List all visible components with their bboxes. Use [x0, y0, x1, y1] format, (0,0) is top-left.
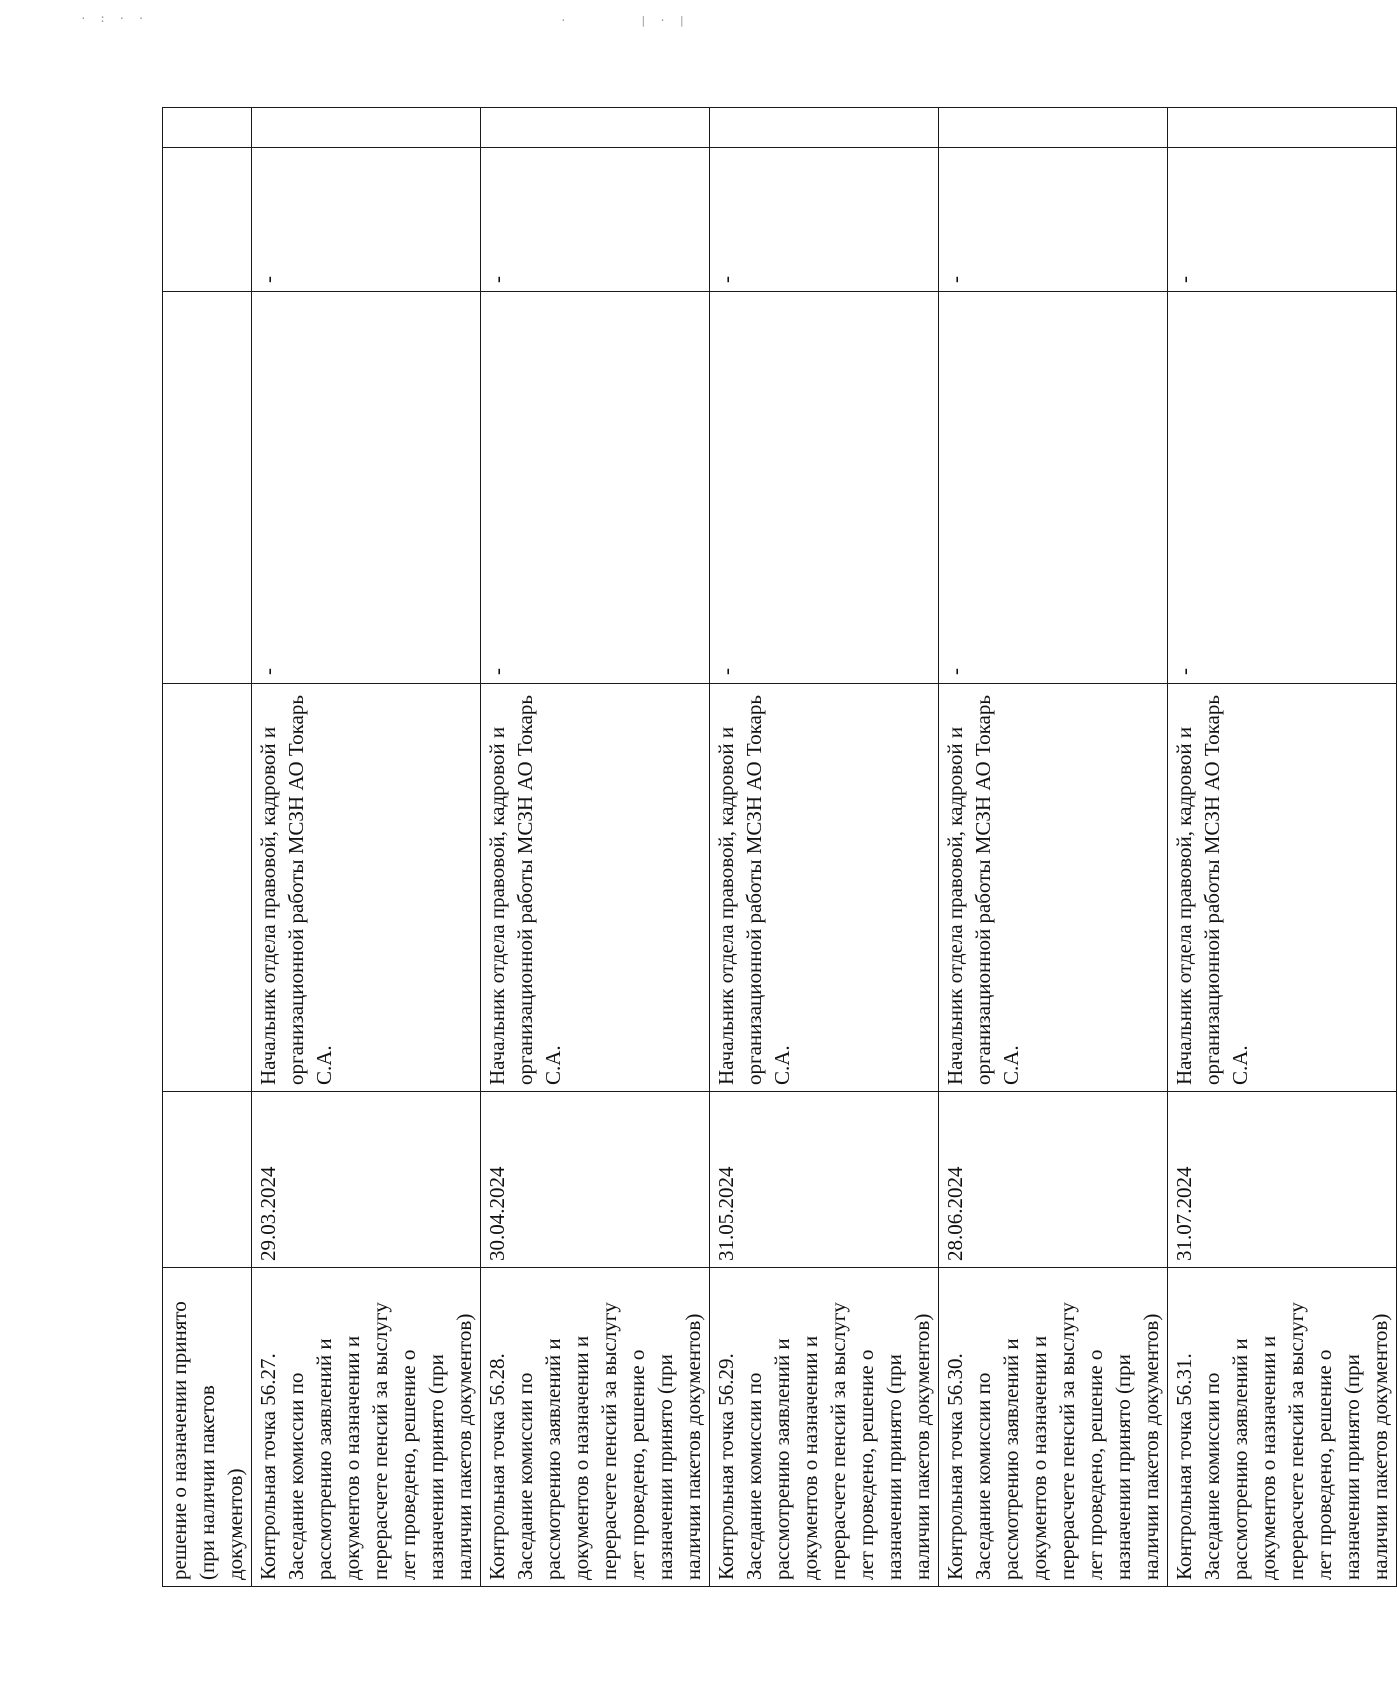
table-row [252, 108, 481, 1587]
cell-task: Контрольная точка 56.31. Заседание комиссии по рассмотрению заявлений и документов о назначении и перерасчете пенсий за выслугу лет проведено, решение о назначении принято (при наличии пакетов документов) [1168, 1268, 1397, 1587]
cell-date: 31.05.2024 [710, 1092, 939, 1268]
rotated-page [162, 108, 1392, 1587]
cell-responsible: Начальник отдела правовой, кадровой и организационной работы МСЗН АО Токарь С.А. [481, 684, 710, 1092]
cell-responsible: Начальник отдела правовой, кадровой и организационной работы МСЗН АО Токарь С.А. [252, 684, 481, 1092]
dash-value: - [256, 668, 280, 675]
dash-value: - [714, 668, 738, 675]
cell-col6 [252, 108, 481, 148]
cell-col4 [939, 292, 1168, 684]
cell-col4 [710, 292, 939, 684]
cell-date: 28.06.2024 [939, 1092, 1168, 1268]
cell-col4 [252, 292, 481, 684]
cell-col5 [481, 148, 710, 292]
cell-col6 [939, 108, 1168, 148]
cell-col5 [1168, 148, 1397, 292]
control-points-table [162, 107, 1397, 1587]
cell-date: 29.03.2024 [252, 1092, 481, 1268]
cell-task: Контрольная точка 56.27. Заседание комиссии по рассмотрению заявлений и документов о назначении и перерасчете пенсий за выслугу лет проведено, решение о назначении принято (при наличии пакетов документов) [252, 1268, 481, 1587]
table-row [481, 108, 710, 1587]
cell-responsible [163, 684, 252, 1092]
scan-artifact: · : · · [80, 12, 148, 25]
cell-task: Контрольная точка 56.29. Заседание комиссии по рассмотрению заявлений и документов о назначении и перерасчете пенсий за выслугу лет проведено, решение о назначении принято (при наличии пакетов документов) [710, 1268, 939, 1587]
cell-col5 [710, 148, 939, 292]
dash-value: - [1172, 276, 1196, 283]
cell-responsible: Начальник отдела правовой, кадровой и организационной работы МСЗН АО Токарь С.А. [710, 684, 939, 1092]
dash-value: - [943, 276, 967, 283]
cell-col5 [939, 148, 1168, 292]
cell-col6 [163, 108, 252, 148]
cell-date [163, 1092, 252, 1268]
dash-value: - [485, 276, 509, 283]
cell-task: Контрольная точка 56.30. Заседание комиссии по рассмотрению заявлений и документов о назначении и перерасчете пенсий за выслугу лет проведено, решение о назначении принято (при наличии пакетов документов) [939, 1268, 1168, 1587]
cell-col6 [710, 108, 939, 148]
dash-value: - [943, 668, 967, 675]
cell-task: Контрольная точка 56.28. Заседание комиссии по рассмотрению заявлений и документов о назначении и перерасчете пенсий за выслугу лет проведено, решение о назначении принято (при наличии пакетов документов) [481, 1268, 710, 1587]
table-row-continuation [163, 108, 252, 1587]
cell-date: 30.04.2024 [481, 1092, 710, 1268]
cell-col6 [481, 108, 710, 148]
cell-responsible: Начальник отдела правовой, кадровой и организационной работы МСЗН АО Токарь С.А. [1168, 684, 1397, 1092]
scan-artifact: · [560, 14, 570, 27]
cell-col4 [163, 292, 252, 684]
cell-col4 [481, 292, 710, 684]
dash-value: - [485, 668, 509, 675]
dash-value: - [1172, 668, 1196, 675]
cell-col6 [1168, 108, 1397, 148]
dash-value: - [714, 276, 738, 283]
cell-col5 [163, 148, 252, 292]
cell-col5 [252, 148, 481, 292]
cell-col4 [1168, 292, 1397, 684]
table-row [1168, 108, 1397, 1587]
table-row [939, 108, 1168, 1587]
scan-artifact: | · | [640, 14, 689, 27]
cell-task: решение о назначении принято (при наличии пакетов документов) [163, 1268, 252, 1587]
cell-date: 31.07.2024 [1168, 1092, 1397, 1268]
dash-value: - [256, 276, 280, 283]
table-row [710, 108, 939, 1587]
cell-responsible: Начальник отдела правовой, кадровой и организационной работы МСЗН АО Токарь С.А. [939, 684, 1168, 1092]
